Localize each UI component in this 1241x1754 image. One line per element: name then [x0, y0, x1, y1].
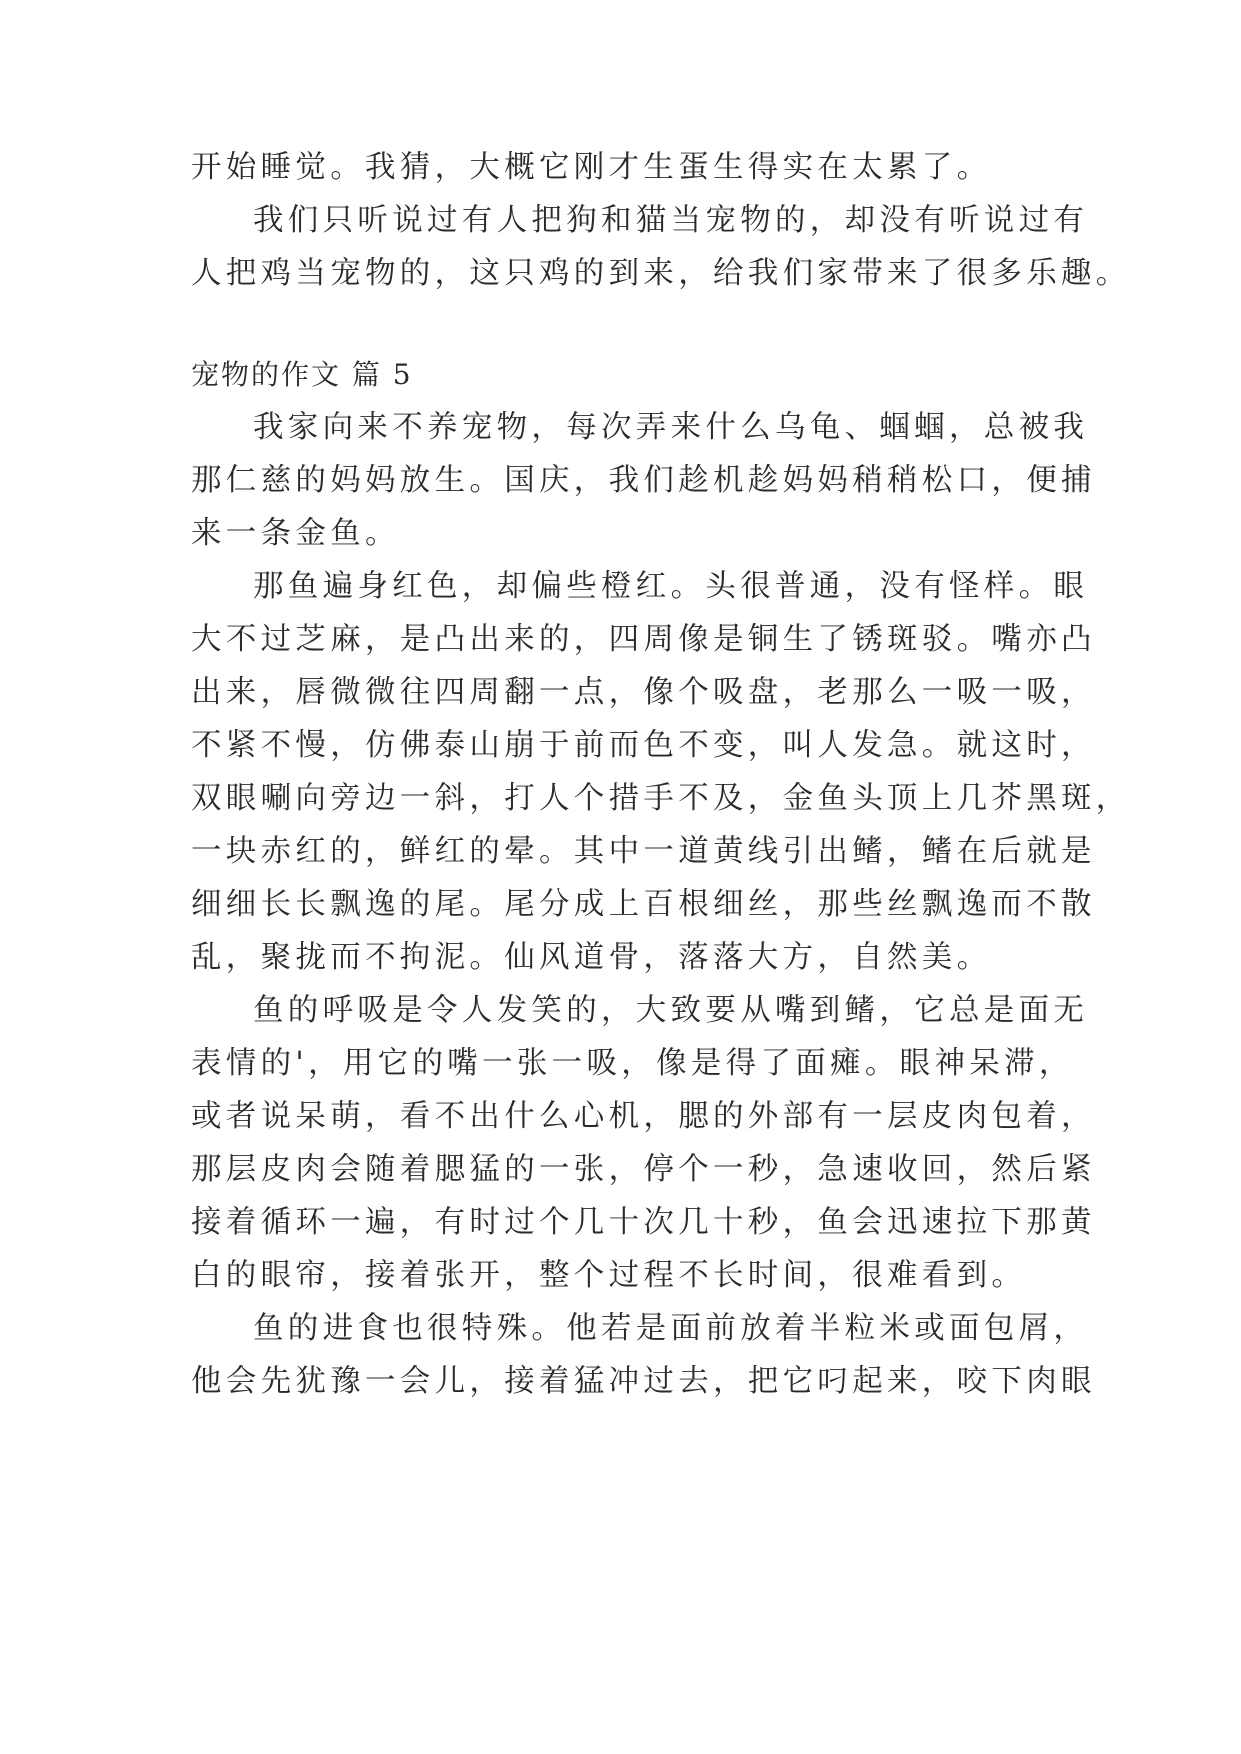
text-line: 他会先犹豫一会儿，接着猛冲过去，把它叼起来，咬下肉眼: [191, 1364, 1096, 1399]
text-line: 开始睡觉。我猜，大概它刚才生蛋生得实在太累了。: [191, 150, 992, 185]
paragraph-first-line: 那鱼遍身红色，却偏些橙红。头很普通，没有怪样。眼: [253, 569, 1089, 604]
text-line: 不紧不慢，仿佛泰山崩于前而色不变，叫人发急。就这时，: [191, 728, 1096, 763]
text-line: 表情的'，用它的嘴一张一吸，像是得了面瘫。眼神呆滞，: [191, 1046, 1074, 1081]
text-line: 细细长长飘逸的尾。尾分成上百根细丝，那些丝飘逸而不散: [191, 887, 1096, 922]
text-line: 人把鸡当宠物的，这只鸡的到来，给我们家带来了很多乐趣。: [191, 256, 1131, 291]
paragraph-first-line: 我们只听说过有人把狗和猫当宠物的，却没有听说过有: [253, 203, 1089, 238]
text-line: 一块赤红的，鲜红的晕。其中一道黄线引出鳍，鳍在后就是: [191, 834, 1096, 869]
text-line: 大不过芝麻，是凸出来的，四周像是铜生了锈斑驳。嘴亦凸: [191, 622, 1096, 657]
paragraph-first-line: 鱼的进食也很特殊。他若是面前放着半粒米或面包屑，: [253, 1311, 1089, 1346]
section-heading: 宠物的作文 篇 5: [191, 358, 413, 391]
text-line: 那层皮肉会随着腮猛的一张，停个一秒，急速收回，然后紧: [191, 1152, 1096, 1187]
text-line: 出来，唇微微往四周翻一点，像个吸盘，老那么一吸一吸，: [191, 675, 1096, 710]
text-line: 接着循环一遍，有时过个几十次几十秒，鱼会迅速拉下那黄: [191, 1205, 1096, 1240]
text-line: 来一条金鱼。: [191, 516, 400, 551]
text-line: 或者说呆萌，看不出什么心机，腮的外部有一层皮肉包着，: [191, 1099, 1096, 1134]
paragraph-first-line: 鱼的呼吸是令人发笑的，大致要从嘴到鳍，它总是面无: [253, 993, 1089, 1028]
text-line: 乱，聚拢而不拘泥。仙风道骨，落落大方，自然美。: [191, 940, 992, 975]
text-line: 那仁慈的妈妈放生。国庆，我们趁机趁妈妈稍稍松口，便捕: [191, 463, 1096, 498]
text-line: 白的眼帘，接着张开，整个过程不长时间，很难看到。: [191, 1258, 1027, 1293]
paragraph-first-line: 我家向来不养宠物，每次弄来什么乌龟、蝈蝈，总被我: [253, 410, 1089, 445]
text-line: 双眼唰向旁边一斜，打人个措手不及，金鱼头顶上几芥黑斑，: [191, 781, 1131, 816]
